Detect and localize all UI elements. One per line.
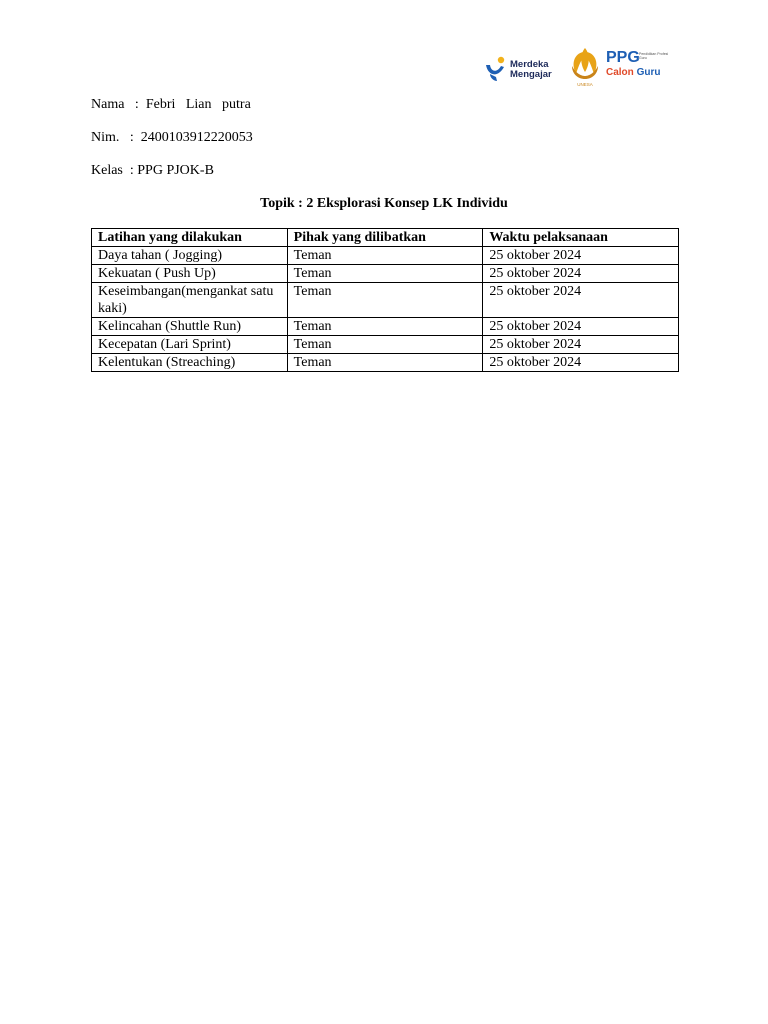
table-cell: Teman [287,265,483,283]
table-cell: Teman [287,354,483,372]
header-logos [484,44,684,88]
guru-text: Guru [636,67,661,78]
table-cell: 25 oktober 2024 [483,265,679,283]
merdeka-text: Merdeka [510,59,549,70]
table-cell: 25 oktober 2024 [483,247,679,265]
table-row [92,318,679,336]
nim-line: Nim. : 2400103912220053 [91,130,253,145]
column-header-waktu: Waktu pelaksanaan [483,229,679,247]
table-row [92,247,679,265]
merdeka-mengajar-text [510,60,552,80]
table-cell: Kelincahan (Shuttle Run) [92,318,288,336]
table-cell: Teman [287,336,483,354]
unesa-emblem-icon [568,44,602,88]
table-cell: 25 oktober 2024 [483,283,679,318]
mengajar-text: Mengajar [510,69,552,80]
table-cell: 25 oktober 2024 [483,336,679,354]
table-cell: Teman [287,283,483,318]
table-cell: Kelentukan (Streaching) [92,354,288,372]
table-row [92,336,679,354]
table-cell: Daya tahan ( Jogging) [92,247,288,265]
unesa-text: UNESA [577,82,593,87]
table-cell: Kekuatan ( Push Up) [92,265,288,283]
table-header-row [92,229,679,247]
ppg-calon-guru-logo [606,50,686,86]
table-cell: 25 oktober 2024 [483,318,679,336]
calon-guru-text [606,67,660,78]
ppg-subtitle: Pendidikan Profesi Guru [639,52,669,60]
nama-line: Nama : Febri Lian putra [91,97,251,112]
table-row [92,265,679,283]
activity-table [91,228,679,372]
table-cell: Teman [287,247,483,265]
column-header-pihak: Pihak yang dilibatkan [287,229,483,247]
table-row [92,354,679,372]
table-cell: Keseimbangan(mengankat satu kaki) [92,283,288,318]
topic-heading: Topik : 2 Eksplorasi Konsep LK Individu [260,196,508,211]
ppg-text: PPG [606,49,640,66]
merdeka-mengajar-icon [484,56,508,82]
table-row [92,283,679,318]
kelas-line: Kelas : PPG PJOK-B [91,163,214,178]
calon-text: Calon [606,67,634,78]
table-cell: Teman [287,318,483,336]
column-header-latihan: Latihan yang dilakukan [92,229,288,247]
table-cell: Kecepatan (Lari Sprint) [92,336,288,354]
table-cell: 25 oktober 2024 [483,354,679,372]
unesa-logo [568,44,602,88]
merdeka-mengajar-logo [484,54,564,84]
